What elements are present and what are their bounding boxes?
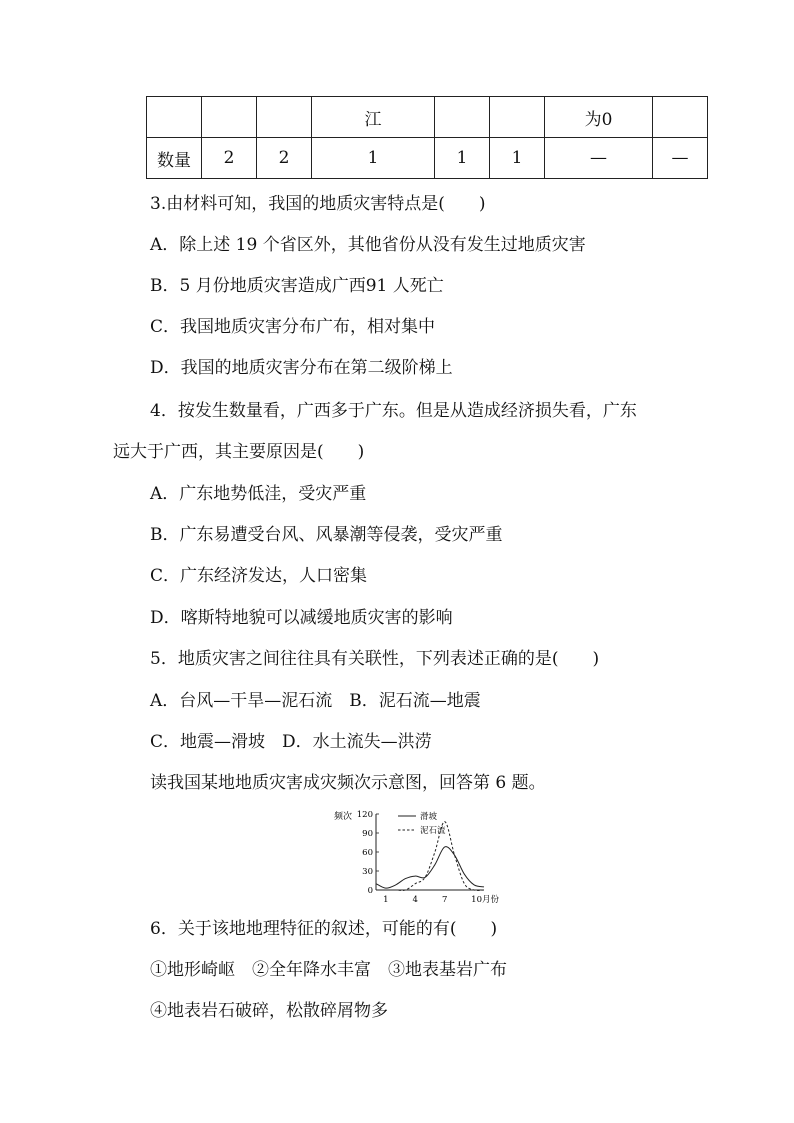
y-tick-label: 30	[362, 867, 373, 877]
legend-label-landslide: 滑坡	[420, 812, 438, 822]
q3-option-a: A．除上述 19 个省区外，其他省份从没有发生过地质灾害	[150, 235, 586, 255]
q4-option-a: A．广东地势低洼，受灾严重	[150, 484, 367, 504]
q3-option-d: D．我国的地质灾害分布在第二级阶梯上	[150, 358, 453, 378]
table-cell	[257, 97, 312, 138]
q4-option-b: B．广东易遭受台风、风暴潮等侵袭，受灾严重	[150, 525, 503, 545]
x-tick-label: 4	[412, 895, 418, 905]
table-cell	[653, 97, 708, 138]
x-tick-label: 1	[383, 895, 389, 905]
table-cell	[490, 97, 545, 138]
table-cell	[147, 97, 202, 138]
table-cell: 2	[257, 138, 312, 179]
q5-stem: 5．地质灾害之间往往具有关联性，下列表述正确的是( )	[150, 649, 600, 669]
q5-options-cd: C．地震—滑坡 D．水土流失—洪涝	[150, 732, 432, 752]
q3-stem: 3.由材料可知，我国的地质灾害特点是( )	[150, 194, 486, 214]
q6-intro: 读我国某地地质灾害成灾频次示意图，回答第 6 题。	[150, 773, 546, 793]
x-tick-label: 7	[442, 895, 448, 905]
y-axis-label: 频次	[334, 812, 353, 822]
q4-stem-line1: 4．按发生数量看，广西多于广东。但是从造成经济损失看，广东	[150, 401, 637, 421]
table-cell: 1	[435, 138, 490, 179]
table-cell: —	[653, 138, 708, 179]
y-tick-label: 90	[362, 829, 373, 839]
q6-stem: 6．关于该地地理特征的叙述，可能的有( )	[150, 919, 498, 939]
legend-label-debris-flow: 泥石流	[420, 826, 446, 836]
q4-option-c: C．广东经济发达，人口密集	[150, 566, 368, 586]
table-cell: 数量	[147, 138, 202, 179]
y-tick-label: 120	[356, 810, 373, 820]
table-cell	[435, 97, 490, 138]
x-tick-label: 10月份	[471, 895, 500, 905]
table-cell: —	[545, 138, 653, 179]
table-cell	[202, 97, 257, 138]
table-cell: 1	[490, 138, 545, 179]
x-ticks	[383, 894, 499, 905]
legend	[398, 811, 446, 836]
q6-option-4: ④地表岩石破碎，松散碎屑物多	[150, 1001, 388, 1021]
table-row	[147, 97, 708, 138]
table-cell: 江	[312, 97, 435, 138]
q4-option-d: D．喀斯特地貌可以减缓地质灾害的影响	[150, 608, 453, 628]
q6-options: ①地形崎岖 ②全年降水丰富 ③地表基岩广布	[150, 960, 507, 980]
table-cell: 为0	[545, 97, 653, 138]
disaster-frequency-chart	[332, 806, 502, 906]
q3-option-c: C．我国地质灾害分布广布，相对集中	[150, 317, 436, 337]
table-row	[147, 138, 708, 179]
table-cell: 1	[312, 138, 435, 179]
q4-stem-line2: 远大于广西，其主要原因是( )	[113, 442, 365, 462]
y-tick-label: 60	[362, 848, 373, 858]
table-cell: 2	[202, 138, 257, 179]
disaster-count-table	[146, 96, 708, 179]
q3-option-b: B．5 月份地质灾害造成广西91 人死亡	[150, 276, 444, 296]
y-tick-label: 0	[367, 886, 373, 896]
q5-options-ab: A．台风—干旱—泥石流 B．泥石流—地震	[150, 691, 481, 711]
